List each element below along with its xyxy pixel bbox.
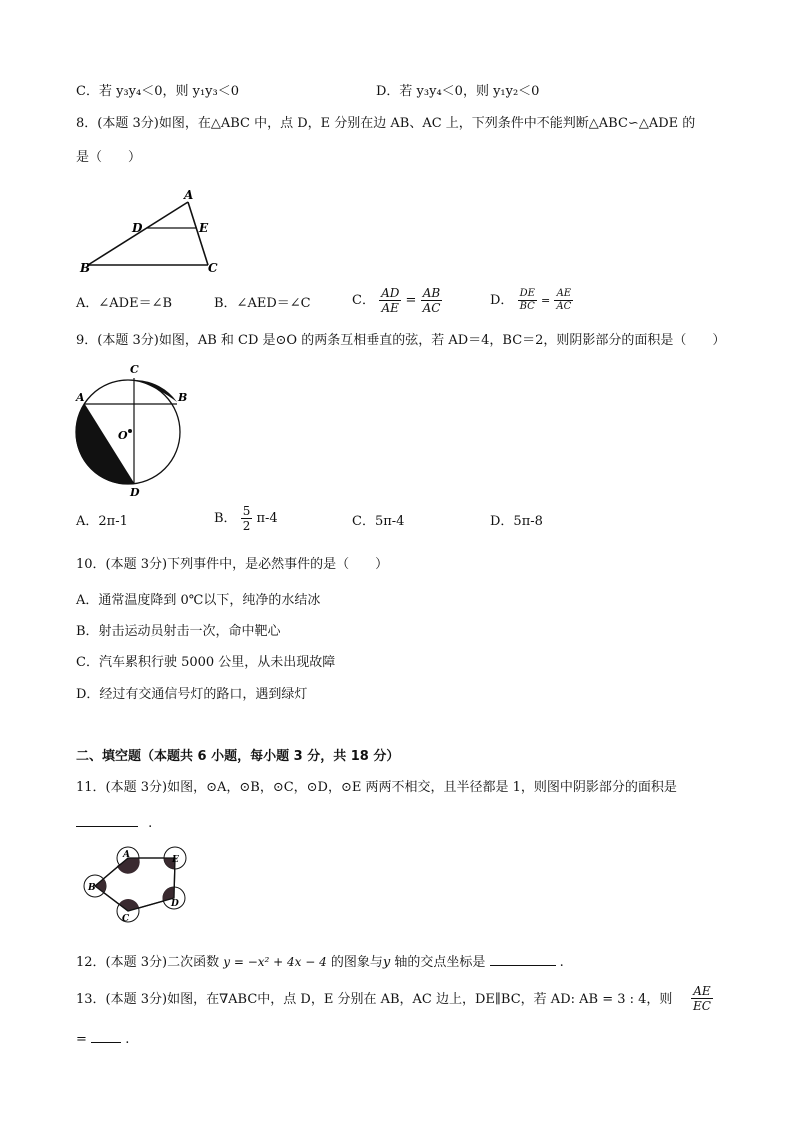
q8-option-c-label: C． [352, 293, 375, 308]
q8-stem-line2: 是（ ） [76, 150, 142, 165]
q11-period: . [148, 816, 153, 831]
q8-option-b: B．∠AED＝∠C [214, 296, 311, 311]
q8-label-c: C [208, 261, 218, 275]
frac-denominator: 2 [242, 519, 251, 533]
q8-option-d-fraction-2 [554, 288, 573, 313]
q9-label-a: A [76, 391, 85, 404]
frac-numerator: 5 [242, 504, 251, 518]
q8-label-d: D [132, 221, 143, 235]
q9-label-b: B [178, 391, 188, 404]
q13-period: . [125, 1032, 130, 1047]
frac-numerator: AD [381, 286, 400, 300]
q11-answer-line [76, 812, 152, 834]
q8-option-c-fraction-1 [379, 286, 401, 315]
q10-option-d: D．经过有交通信号灯的路口，遇到绿灯 [76, 687, 308, 702]
q12-formula: y = −x² + 4x − 4 [223, 955, 327, 969]
q9-stem: 9．(本题 3分)如图，AB 和 CD 是⊙O 的两条互相垂直的弦，若 AD＝4，BC＝2，则阴影部分的面积是（ ） [76, 333, 726, 348]
q8-stem-line1: 8．(本题 3分)如图，在△ABC 中，点 D，E 分别在边 AB、AC 上，下列条件中不能判断△ABC∽△ADE 的 [76, 116, 696, 131]
q9-option-c: C．5π-4 [352, 514, 405, 529]
q9-label-d: D [130, 486, 140, 499]
frac-denominator: BC [519, 301, 535, 312]
q11-label-d: D [171, 899, 179, 909]
q9-option-b-label: B． [214, 511, 237, 526]
q8-label-a: A [184, 188, 194, 202]
q7-option-c: C．若 y₃y₄＜0，则 y₁y₃＜0 [76, 84, 239, 99]
q12-period: . [559, 955, 564, 970]
q10-option-c: C．汽车累积行驶 5000 公里，从未出现故障 [76, 655, 336, 670]
q9-label-o: O [118, 429, 128, 442]
q11-answer-blank[interactable] [76, 812, 138, 827]
frac-numerator: DE [519, 288, 535, 299]
q7-option-d: D．若 y₃y₄＜0，则 y₁y₂＜0 [376, 84, 540, 99]
frac-denominator: EC [693, 999, 711, 1013]
q9-option-d: D．5π-8 [490, 514, 543, 529]
q12-answer-blank[interactable] [490, 951, 556, 966]
q11-stem: 11．(本题 3分)如图，⊙A，⊙B，⊙C，⊙D，⊙E 两两不相交，且半径都是 1，则图中阴影部分的面积是 [76, 780, 677, 795]
q13-answer-line [76, 1028, 129, 1050]
q12-middle: 的图象与 [330, 955, 383, 970]
q8-label-b: B [80, 261, 91, 275]
q11-pentagon-figure [80, 843, 190, 933]
q13-fraction [691, 984, 713, 1013]
equals-sign: = [541, 294, 551, 307]
q8-option-d-label: D． [490, 293, 514, 308]
q9-label-c: C [130, 363, 139, 376]
q8-option-a: A．∠ADE＝∠B [76, 296, 173, 311]
q12-line [76, 951, 564, 973]
frac-denominator: AE [381, 301, 399, 315]
q12-y-variable: y [382, 955, 391, 970]
q11-label-c: C [122, 914, 130, 924]
q9-option-b-fraction [241, 504, 253, 533]
q11-label-a: A [123, 850, 130, 860]
frac-numerator: AE [554, 288, 573, 301]
q10-option-a: A．通常温度降到 0℃以下，纯净的水结冰 [76, 593, 321, 608]
equals-sign: = [405, 293, 417, 308]
q8-triangle-figure [80, 186, 230, 276]
q11-label-e: E [172, 855, 179, 865]
q8-option-d-fraction-1 [518, 288, 537, 313]
q9-circle-figure [72, 362, 202, 497]
frac-denominator: AC [556, 301, 572, 312]
frac-denominator: AC [422, 301, 441, 315]
q10-stem: 10．(本题 3分)下列事件中，是必然事件的是（ ） [76, 557, 389, 572]
q12-post: 轴的交点坐标是 [390, 955, 486, 970]
q13-answer-blank[interactable] [91, 1028, 121, 1043]
frac-numerator: AB [421, 286, 443, 301]
q9-option-b [214, 504, 278, 533]
q8-option-c-fraction-2 [421, 286, 443, 315]
section-heading-fill-in: 二、填空题（本题共 6 小题，每小题 3 分，共 18 分） [76, 749, 400, 764]
q10-option-b: B．射击运动员射击一次，命中靶心 [76, 624, 281, 639]
q8-option-d [490, 288, 573, 313]
q11-label-b: B [88, 883, 96, 893]
q13-stem: 13．(本题 3分)如图，在∇ABC中，点 D，E 分别在 AB，AC 边上，DE∥BC，若 AD: AB = 3 : 4，则 [76, 992, 673, 1007]
q9-option-b-tail: π-4 [256, 511, 278, 526]
q12-prefix: 12．(本题 3分)二次函数 [76, 955, 220, 970]
q8-label-e: E [199, 221, 209, 235]
q8-option-c [352, 286, 442, 315]
q9-option-a: A．2π-1 [76, 514, 128, 529]
q13-equals: = [76, 1032, 87, 1047]
frac-numerator: AE [691, 984, 713, 999]
